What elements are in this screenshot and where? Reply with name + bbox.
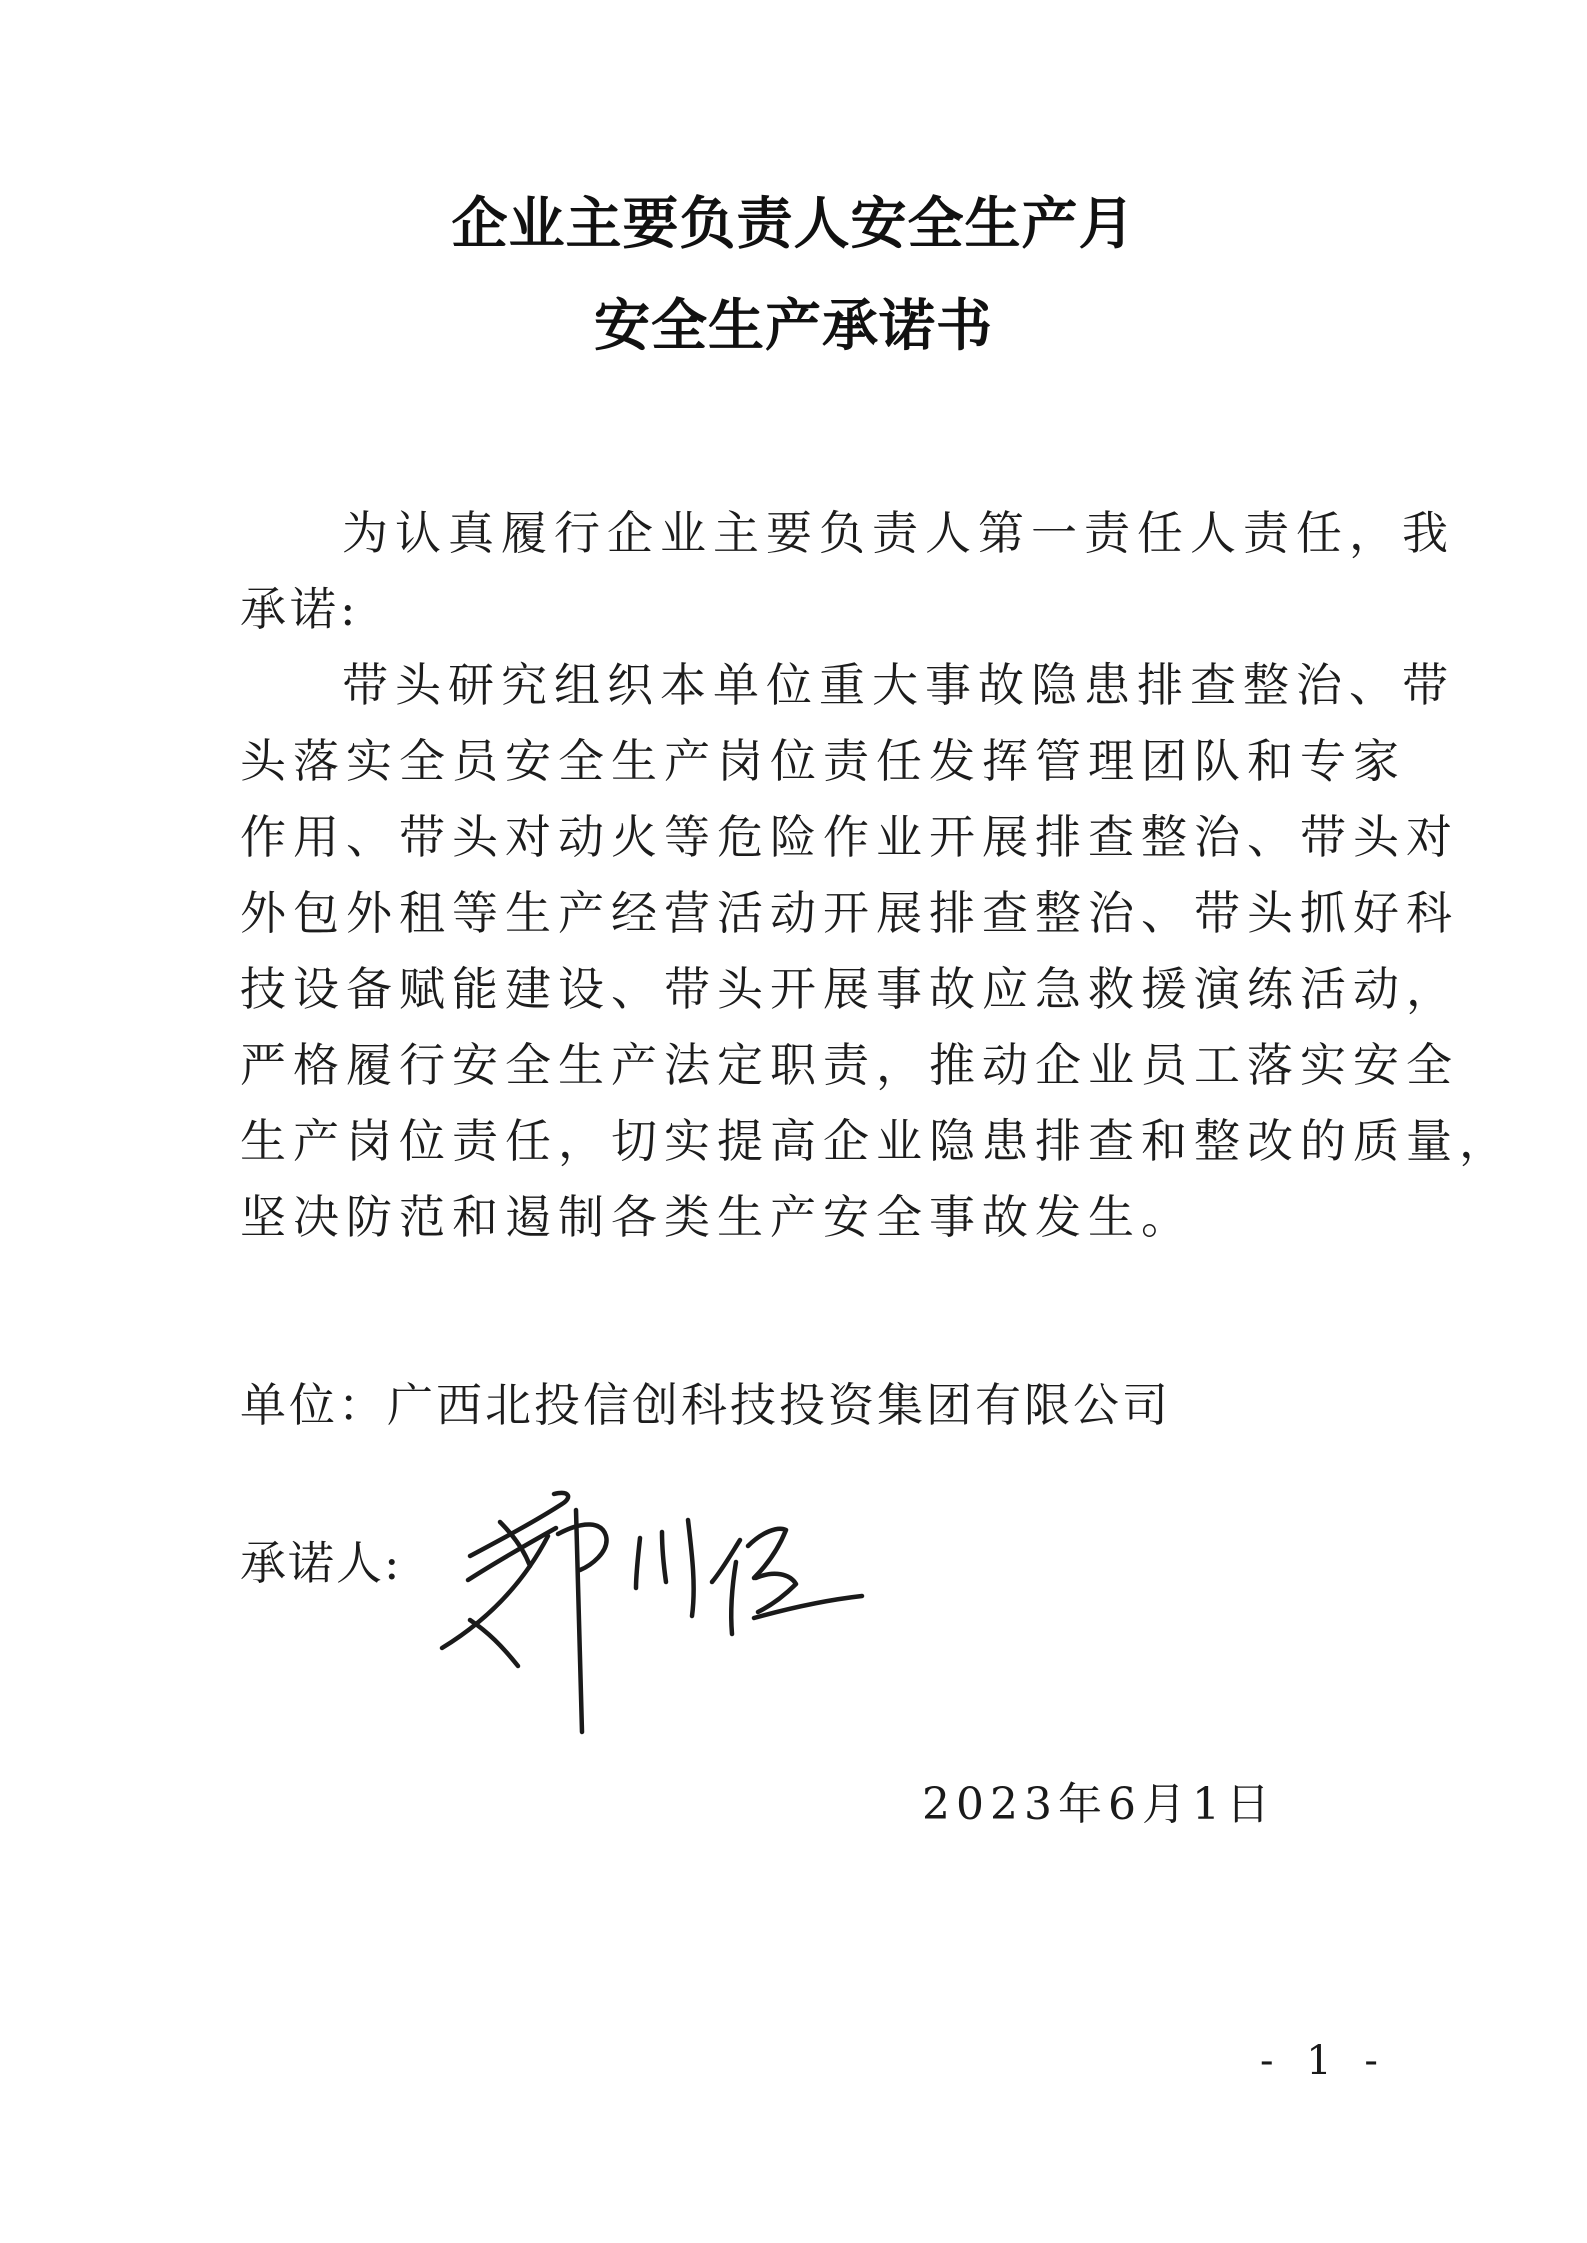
- unit-line: 单位：广西北投信创科技投资集团有限公司: [240, 1378, 1171, 1432]
- signature-stroke: [636, 1538, 640, 1588]
- body-line-6: 严格履行安全生产法定职责，推动企业员工落实安全: [240, 1038, 1459, 1092]
- signature-drawing: [430, 1470, 870, 1740]
- signature-stroke: [688, 1520, 694, 1616]
- body-line-7: 生产岗位责任，切实提高企业隐患排查和整改的质量，: [240, 1114, 1512, 1168]
- signature-stroke: [470, 1620, 518, 1666]
- handwritten-signature: [430, 1470, 870, 1740]
- body-line-1: 带头研究组织本单位重大事故隐患排查整治、带: [342, 658, 1455, 712]
- document-title-line-2: 安全生产承诺书: [594, 294, 993, 359]
- signature-stroke: [731, 1562, 736, 1634]
- signature-stroke: [748, 1529, 786, 1578]
- signature-stroke: [756, 1574, 796, 1612]
- intro-line-1: 为认真履行企业主要负责人第一责任人责任，我: [342, 506, 1455, 560]
- promisor-label: 承诺人:: [240, 1536, 402, 1590]
- signature-stroke: [442, 1536, 548, 1648]
- document-date: 2023年6月1日: [922, 1779, 1276, 1830]
- signature-stroke: [558, 1524, 607, 1570]
- signature-stroke: [662, 1532, 666, 1582]
- body-line-4: 外包外租等生产经营活动开展排查整治、带头抓好科: [240, 886, 1459, 940]
- document-title-line-1: 企业主要负责人安全生产月: [451, 192, 1136, 257]
- signature-stroke: [576, 1510, 582, 1732]
- intro-line-2: 承诺:: [240, 582, 360, 636]
- body-line-2: 头落实全员安全生产岗位责任发挥管理团队和专家: [240, 734, 1406, 788]
- page-number: - 1 -: [1260, 2038, 1388, 2084]
- body-line-8: 坚决防范和遏制各类生产安全事故发生。: [240, 1190, 1194, 1244]
- body-line-3: 作用、带头对动火等危险作业开展排查整治、带头对: [240, 810, 1459, 864]
- body-line-5: 技设备赋能建设、带头开展事故应急救援演练活动，: [240, 962, 1459, 1016]
